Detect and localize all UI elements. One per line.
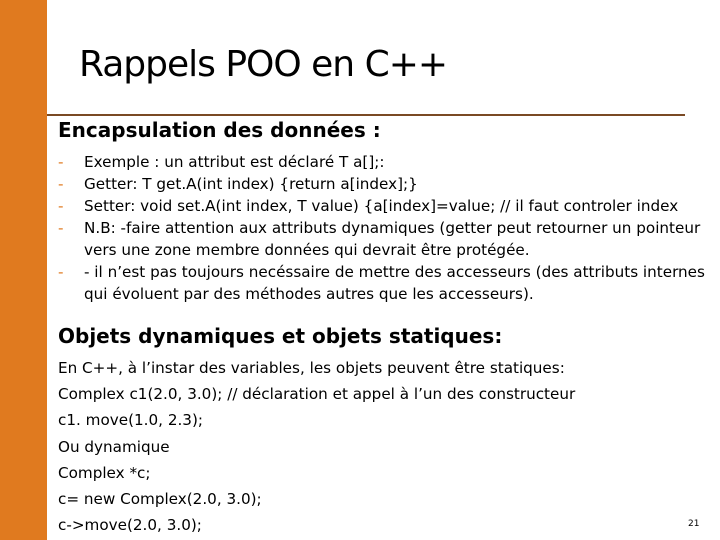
bullet-marker: - bbox=[58, 219, 64, 237]
bullet-text: N.B: -faire attention aux attributs dynamiques (getter peut retourner un pointeur vers une zone membre données qui devrait être protégée. bbox=[84, 219, 701, 259]
bullet-item bbox=[58, 261, 710, 305]
section-heading-objects: Objets dynamiques et objets statiques: bbox=[58, 324, 503, 348]
bullet-marker: - bbox=[58, 197, 64, 215]
text-line: c->move(2.0, 3.0); bbox=[58, 516, 202, 535]
bullet-item bbox=[58, 151, 710, 173]
section-heading-encapsulation: Encapsulation des données : bbox=[58, 118, 381, 142]
bullet-item bbox=[58, 173, 710, 195]
text-line: Ou dynamique bbox=[58, 437, 170, 456]
text-line: c= new Complex(2.0, 3.0); bbox=[58, 490, 262, 509]
text-line: c1. move(1.0, 2.3); bbox=[58, 411, 204, 430]
bullet-item bbox=[58, 195, 710, 217]
bullet-text: Getter: T get.A(int index) {return a[index];} bbox=[84, 175, 418, 193]
bullet-text: Setter: void set.A(int index, T value) {a[index]=value; // il faut controler index bbox=[84, 197, 679, 215]
bullet-marker: - bbox=[58, 153, 64, 171]
text-line: Complex c1(2.0, 3.0); // déclaration et appel à l’un des constructeur bbox=[58, 385, 576, 404]
bullet-marker: - bbox=[58, 175, 64, 193]
bullet-text: Exemple : un attribut est déclaré T a[];: bbox=[84, 153, 385, 171]
encapsulation-bullet-list bbox=[58, 151, 710, 305]
objects-code-lines bbox=[58, 355, 678, 538]
page-number: 21 bbox=[688, 519, 700, 529]
slide-title: Rappels POO en C++ bbox=[79, 44, 448, 85]
text-line: En C++, à l’instar des variables, les objets peuvent être statiques: bbox=[58, 359, 565, 377]
text-line: Complex *c; bbox=[58, 463, 151, 482]
left-accent-bar bbox=[0, 0, 47, 540]
bullet-item bbox=[58, 217, 710, 261]
bullet-marker: - bbox=[58, 263, 64, 281]
bullet-text: - il n’est pas toujours necéssaire de mettre des accesseurs (des attributs internes qui évoluent par des méthodes autres que les accesseurs). bbox=[84, 263, 705, 303]
title-divider bbox=[47, 114, 685, 116]
